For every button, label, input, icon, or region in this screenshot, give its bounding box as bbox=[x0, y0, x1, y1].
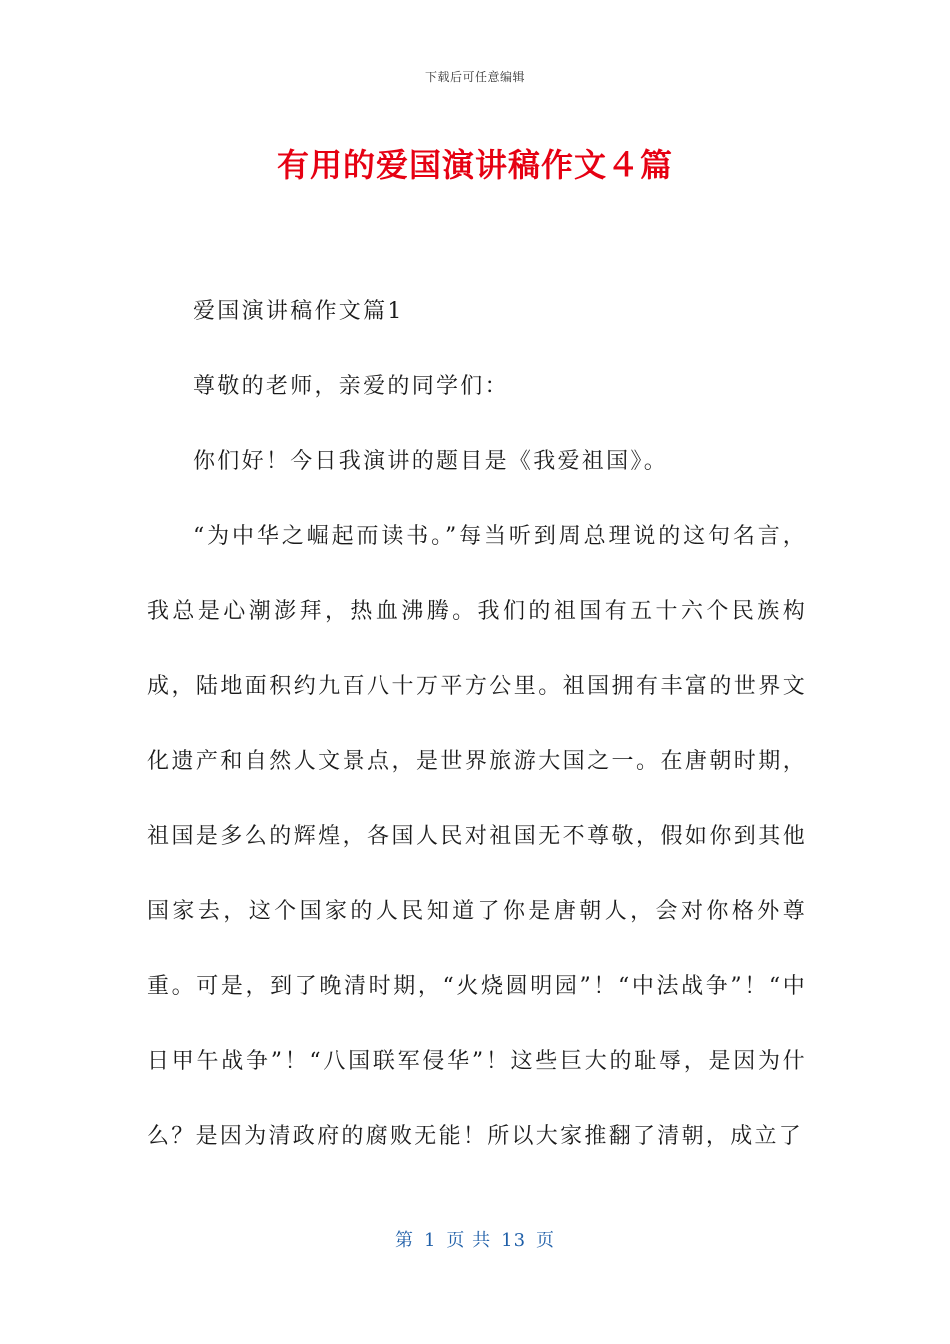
header-note: 下载后可任意编辑 bbox=[424, 70, 525, 84]
salutation: 尊敬的老师，亲爱的同学们： bbox=[193, 374, 509, 399]
footer-page-number: 1 bbox=[423, 1230, 437, 1251]
document-title: 有用的爱国演讲稿作文４篇 bbox=[276, 146, 673, 184]
footer-middle: 页 共 bbox=[446, 1230, 492, 1251]
greeting-paragraph: 你们好！今日我演讲的题目是《我爱祖国》。 bbox=[193, 449, 669, 474]
page-footer bbox=[0, 1226, 950, 1252]
document-body bbox=[147, 274, 807, 1174]
footer-prefix: 第 bbox=[394, 1230, 414, 1251]
section-heading: 爱国演讲稿作文篇1 bbox=[193, 299, 404, 324]
footer-suffix: 页 bbox=[536, 1230, 556, 1251]
body-paragraph: “为中华之崛起而读书。”每当听到周总理说的这句名言，我总是心潮澎拜，热血沸腾。我们的祖国有五十六个民族构成，陆地面积约九百八十万平方公里。祖国拥有丰富的世界文化遗产和自然人文景点，是世界旅游大国之一。在唐朝时期，祖国是多么的辉煌，各国人民对祖国无不尊敬，假如你到其他国家去，这个国家的人民知道了你是唐朝人，会对你格外尊重。可是，到了晚清时期，“火烧圆明园”！“中法战争”！“中日甲午战争”！“八国联军侵华”！这些巨大的耻辱，是因为什么？是因为清政府的腐败无能！所以大家推翻了清朝，成立了 bbox=[147, 524, 807, 1149]
footer-total-pages: 13 bbox=[501, 1230, 527, 1251]
